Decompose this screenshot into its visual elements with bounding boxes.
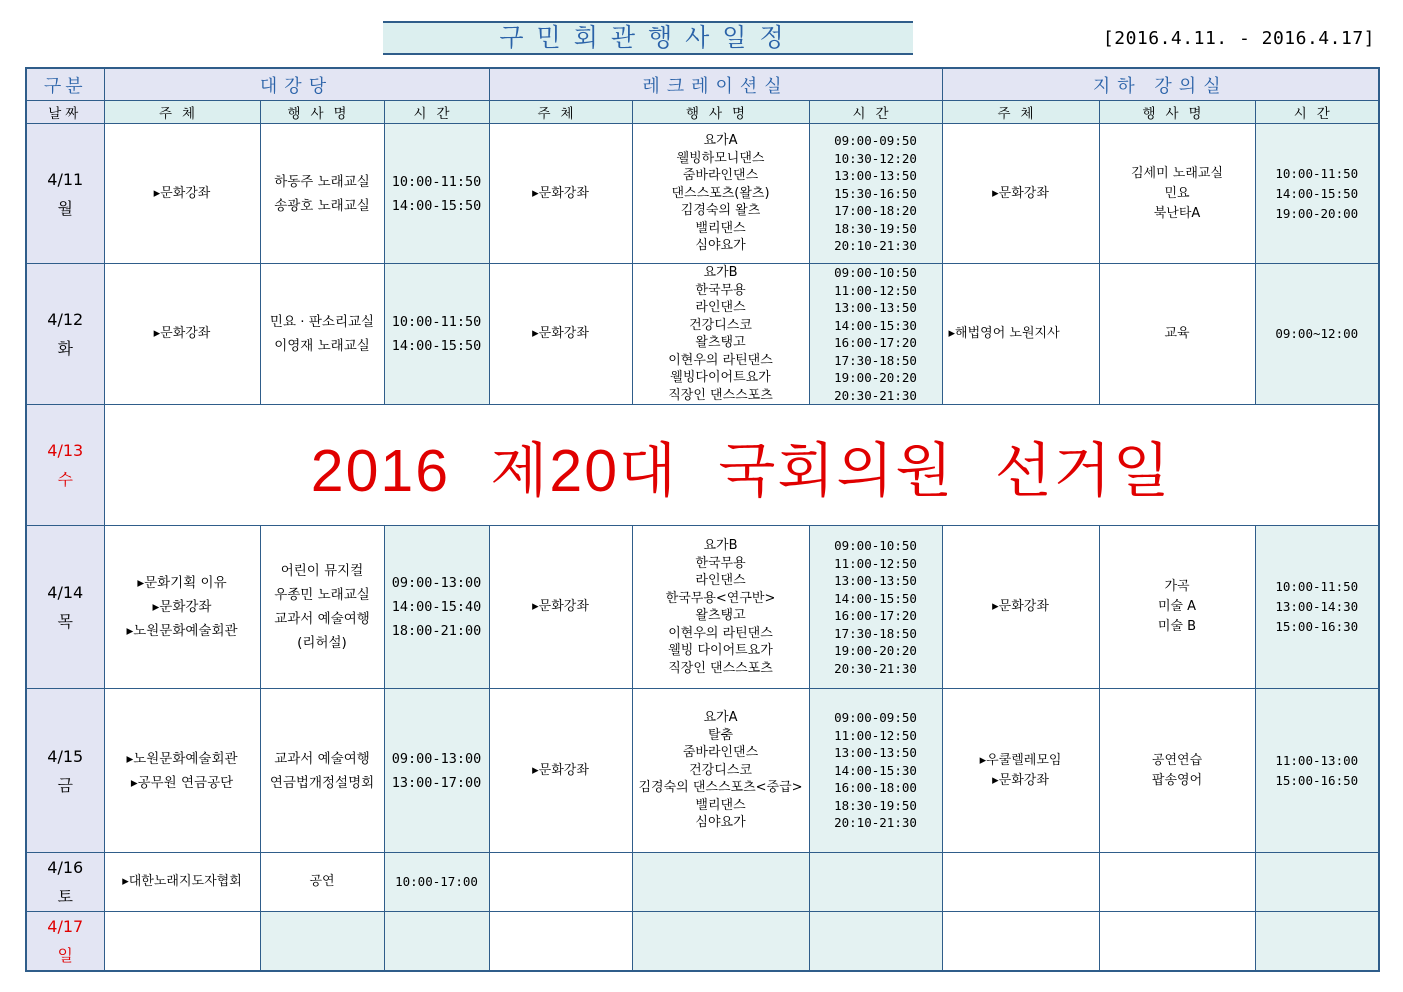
base-time-header: 시간 — [1255, 101, 1379, 124]
hall-event-cell — [260, 853, 384, 912]
cell-line: 직장인 댄스스포츠 — [668, 660, 773, 676]
cell-line: 왈츠탱고 — [695, 608, 746, 623]
base-host-cell — [942, 853, 1099, 912]
base-event-cell — [1099, 853, 1255, 912]
table-row — [26, 853, 1379, 912]
base-host-cell — [942, 124, 1099, 264]
rec-time-cell — [809, 912, 942, 972]
cell-line: 미술 A — [1157, 599, 1197, 614]
cell-line: 웰빙 다이어트요가 — [668, 643, 773, 658]
rec-event-header: 행사명 — [632, 101, 809, 124]
cell-line: 우종민 노래교실 — [274, 587, 370, 603]
cell-line: 20:10-21:30 — [834, 815, 917, 831]
cell-line: 09:00-13:00 — [391, 575, 482, 591]
cell-line: ▸문화강좌 — [992, 772, 1049, 788]
cell-line: 11:00-12:50 — [834, 727, 917, 743]
rec-event-cell — [632, 912, 809, 972]
cell-line: 웰빙하모니댄스 — [676, 150, 765, 166]
rec-host-cell — [489, 689, 632, 853]
column-header-row — [26, 101, 1379, 124]
cell-line: ▸문화강좌 — [532, 762, 589, 778]
rec-time-header: 시간 — [809, 101, 942, 124]
venue-hall-header: 대강당 — [104, 68, 489, 101]
cell-line: 10:00-17:00 — [395, 874, 478, 889]
cell-line: 15:00-16:30 — [1275, 619, 1359, 634]
base-event-cell — [1099, 526, 1255, 689]
date-range: [2016.4.11. - 2016.4.17] — [1102, 28, 1375, 49]
cell-line: 09:00-13:00 — [391, 750, 482, 767]
cell-line: 16:00-17:20 — [834, 335, 917, 350]
cell-line: 심야요가 — [695, 815, 746, 831]
election-banner: 2016 제20대 국회의원 선거일 — [104, 405, 1379, 526]
cell-line: 웰빙다이어트요가 — [670, 370, 771, 385]
cell-line: 13:00-17:00 — [391, 774, 482, 791]
cell-line: 민요 — [1164, 185, 1190, 201]
cell-line: 18:30-19:50 — [834, 797, 917, 813]
table-row — [26, 526, 1379, 689]
cell-line: ▸문화강좌 — [153, 326, 211, 341]
rec-event-cell — [632, 264, 809, 405]
cell-line: 이현우의 라틴댄스 — [668, 625, 773, 641]
cell-line: ▸노원문화예술회관 — [126, 750, 238, 767]
rec-host-cell — [489, 124, 632, 264]
cell-line: 요가A — [703, 133, 738, 149]
base-time-cell — [1255, 912, 1379, 972]
cell-line: 17:30-18:50 — [834, 625, 917, 641]
base-host-header: 주체 — [942, 101, 1099, 124]
cell-line: 14:00-15:50 — [834, 590, 917, 606]
hall-event-cell — [260, 912, 384, 972]
hall-time-header: 시간 — [384, 101, 489, 124]
cell-line: 09:00-09:50 — [834, 133, 917, 149]
cell-line: 20:30-21:30 — [834, 660, 917, 676]
hall-event-cell — [260, 689, 384, 853]
table-row — [26, 264, 1379, 405]
table-row — [26, 689, 1379, 853]
hall-host-header: 주체 — [104, 101, 260, 124]
rec-time-cell — [809, 853, 942, 912]
cell-line: 13:00-13:50 — [834, 168, 917, 184]
hall-host-cell — [104, 912, 260, 972]
cell-line: 10:00-11:50 — [1275, 165, 1359, 181]
cell-line: (리허설) — [297, 635, 347, 651]
hall-host-cell — [104, 853, 260, 912]
cell-line: 13:00-13:50 — [834, 300, 917, 315]
cell-line: 라인댄스 — [695, 573, 746, 588]
cell-line: 16:00-18:00 — [834, 780, 917, 796]
base-event-cell — [1099, 264, 1255, 405]
table-row — [26, 912, 1379, 972]
cell-line: 20:30-21:30 — [834, 387, 917, 403]
hall-time-cell — [384, 124, 489, 264]
cell-line: 09:00-10:50 — [834, 265, 917, 280]
cell-line: 송광호 노래교실 — [274, 197, 370, 214]
hall-host-cell — [104, 124, 260, 264]
base-host-cell — [942, 689, 1099, 853]
rec-host-cell — [489, 526, 632, 689]
cell-line: 연금법개정설명회 — [269, 774, 375, 791]
rec-time-cell — [809, 526, 942, 689]
hall-event-cell — [260, 124, 384, 264]
cell-line: 14:00-15:30 — [834, 317, 917, 333]
cell-line: 18:30-19:50 — [834, 220, 917, 236]
cell-line: 하동주 노래교실 — [274, 173, 370, 190]
base-host-cell — [942, 912, 1099, 972]
cell-line: 교육 — [1164, 326, 1190, 341]
cell-line: 직장인 댄스스포츠 — [668, 387, 773, 403]
cell-line: 심야요가 — [695, 238, 746, 254]
cell-line: 14:00-15:50 — [391, 338, 482, 354]
rec-time-cell — [809, 264, 942, 405]
cell-line: ▸노원문화예술회관 — [126, 623, 238, 639]
cell-line: 14:00-15:50 — [1275, 185, 1359, 201]
cell-line: 14:00-15:40 — [391, 599, 482, 615]
cell-line: 가곡 — [1164, 579, 1190, 594]
cell-line: 19:00-20:20 — [834, 643, 917, 658]
cell-line: 20:10-21:30 — [834, 238, 917, 254]
cell-line: ▸문화강좌 — [532, 185, 589, 201]
rec-host-header: 주체 — [489, 101, 632, 124]
cell-line: 밸리댄스 — [695, 797, 746, 813]
rec-event-cell — [632, 689, 809, 853]
venue-header-row — [26, 68, 1379, 101]
cell-line: ▸문화강좌 — [992, 599, 1049, 614]
rec-time-cell — [809, 689, 942, 853]
hall-time-cell — [384, 912, 489, 972]
cell-line: 13:00-13:50 — [834, 745, 917, 761]
hall-host-cell — [104, 689, 260, 853]
cell-line: ▸공무원 연금공단 — [130, 774, 234, 791]
cell-line: 11:00-12:50 — [834, 282, 917, 298]
date-cell: 4/12 화 — [26, 264, 104, 405]
base-time-cell — [1255, 853, 1379, 912]
date-cell: 4/17 일 — [26, 912, 104, 972]
cell-line: 한국무용<연구반> — [665, 590, 776, 606]
table-row — [26, 405, 1379, 526]
base-time-cell — [1255, 526, 1379, 689]
table-row — [26, 124, 1379, 264]
venue-rec-header: 레크레이션실 — [489, 68, 942, 101]
cell-line: ▸문화강좌 — [152, 599, 212, 615]
base-event-cell — [1099, 689, 1255, 853]
date-cell: 4/14 목 — [26, 526, 104, 689]
page-title: 구민회관행사일정 — [383, 21, 913, 55]
rec-host-cell — [489, 912, 632, 972]
cell-line: 북난타A — [1153, 205, 1201, 221]
cell-line: 줌바라인댄스 — [682, 745, 759, 761]
rec-event-cell — [632, 853, 809, 912]
cell-line: 17:00-18:20 — [834, 203, 917, 219]
cell-line: 10:00-11:50 — [391, 314, 482, 330]
cell-line: 교과서 예술여행 — [274, 750, 370, 767]
cell-line: 10:30-12:20 — [834, 150, 917, 166]
hall-event-header: 행사명 — [260, 101, 384, 124]
cell-line: 건강디스코 — [689, 317, 752, 333]
cell-line: 14:00-15:30 — [834, 762, 917, 778]
cell-line: ▸해법영어 노원지사 — [948, 326, 1060, 341]
cell-line: ▸문화강좌 — [153, 185, 211, 201]
cell-line: 요가B — [703, 538, 738, 553]
date-col-header: 날짜 — [26, 101, 104, 124]
cell-line: 11:00-12:50 — [834, 555, 917, 571]
rec-time-cell — [809, 124, 942, 264]
hall-time-cell — [384, 526, 489, 689]
rec-host-cell — [489, 853, 632, 912]
cell-line: ▸문화강좌 — [992, 185, 1049, 201]
cell-line: 공연 — [309, 874, 335, 889]
cell-line: 14:00-15:50 — [391, 197, 482, 214]
cell-line: 왈츠탱고 — [695, 335, 746, 350]
cell-line: 밸리댄스 — [695, 220, 746, 236]
cell-line: 18:00-21:00 — [391, 623, 482, 639]
cell-line: 13:00-13:50 — [834, 573, 917, 588]
cell-line: 김경숙의 댄스스포츠<중급> — [638, 780, 803, 796]
base-time-cell — [1255, 689, 1379, 853]
cell-line: 민요 · 판소리교실 — [269, 314, 375, 330]
hall-time-cell — [384, 853, 489, 912]
venue-base-header: 지하 강의실 — [942, 68, 1379, 101]
base-time-cell — [1255, 264, 1379, 405]
cell-line: 줌바라인댄스 — [682, 168, 759, 184]
cell-line: 09:00~12:00 — [1275, 326, 1359, 341]
base-event-header: 행사명 — [1099, 101, 1255, 124]
date-cell: 4/13 수 — [26, 405, 104, 526]
base-time-cell — [1255, 124, 1379, 264]
cell-line: 13:00-14:30 — [1275, 599, 1359, 614]
hall-event-cell — [260, 526, 384, 689]
cell-line: 한국무용 — [695, 555, 746, 571]
cell-line: 요가A — [703, 710, 738, 726]
schedule-table — [25, 67, 1380, 972]
cell-line: 김세미 노래교실 — [1130, 165, 1224, 181]
cell-line: 19:00-20:20 — [834, 370, 917, 385]
base-host-cell — [942, 526, 1099, 689]
cell-line: 김경숙의 왈츠 — [680, 203, 761, 219]
cell-line: 09:00-09:50 — [834, 710, 917, 726]
cell-line: 17:30-18:50 — [834, 352, 917, 368]
cell-line: ▸우쿨렐레모임 — [979, 752, 1062, 768]
base-host-cell — [942, 264, 1099, 405]
cell-line: 19:00-20:00 — [1275, 205, 1359, 221]
hall-event-cell — [260, 264, 384, 405]
hall-time-cell — [384, 264, 489, 405]
rec-host-cell — [489, 264, 632, 405]
hall-host-cell — [104, 526, 260, 689]
rec-event-cell — [632, 124, 809, 264]
cell-line: 어린이 뮤지컬 — [280, 563, 364, 579]
date-cell: 4/11 월 — [26, 124, 104, 264]
cell-line: ▸문화강좌 — [532, 326, 589, 341]
cell-line: 요가B — [703, 265, 738, 280]
base-event-cell — [1099, 912, 1255, 972]
base-event-cell — [1099, 124, 1255, 264]
cell-line: 팝송영어 — [1151, 772, 1203, 788]
cell-line: 탈춤 — [707, 727, 734, 743]
cell-line: 15:00-16:50 — [1275, 772, 1359, 788]
cell-line: 건강디스코 — [689, 762, 752, 778]
cell-line: 10:00-11:50 — [391, 173, 482, 190]
cell-line: 미술 B — [1157, 619, 1197, 634]
rec-event-cell — [632, 526, 809, 689]
cell-line: 라인댄스 — [695, 300, 746, 315]
cell-line: 한국무용 — [695, 282, 746, 298]
date-cell: 4/15 금 — [26, 689, 104, 853]
cell-line: 15:30-16:50 — [834, 185, 917, 201]
hall-time-cell — [384, 689, 489, 853]
cell-line: 09:00-10:50 — [834, 538, 917, 553]
cell-line: 댄스스포츠(왈츠) — [671, 185, 770, 201]
cell-line: 이영재 노래교실 — [274, 338, 370, 354]
cell-line: 이현우의 라틴댄스 — [668, 352, 773, 368]
cell-line: ▸문화기획 이유 — [137, 575, 227, 591]
gubun-header: 구분 — [26, 68, 104, 101]
hall-host-cell — [104, 264, 260, 405]
cell-line: 16:00-17:20 — [834, 608, 917, 623]
cell-line: 10:00-11:50 — [1275, 579, 1359, 594]
date-cell: 4/16 토 — [26, 853, 104, 912]
cell-line: 11:00-13:00 — [1275, 752, 1359, 768]
cell-line: 공연연습 — [1151, 752, 1203, 768]
cell-line: ▸문화강좌 — [532, 599, 589, 614]
cell-line: ▸대한노래지도자협회 — [122, 874, 242, 889]
cell-line: 교과서 예술여행 — [274, 611, 370, 627]
